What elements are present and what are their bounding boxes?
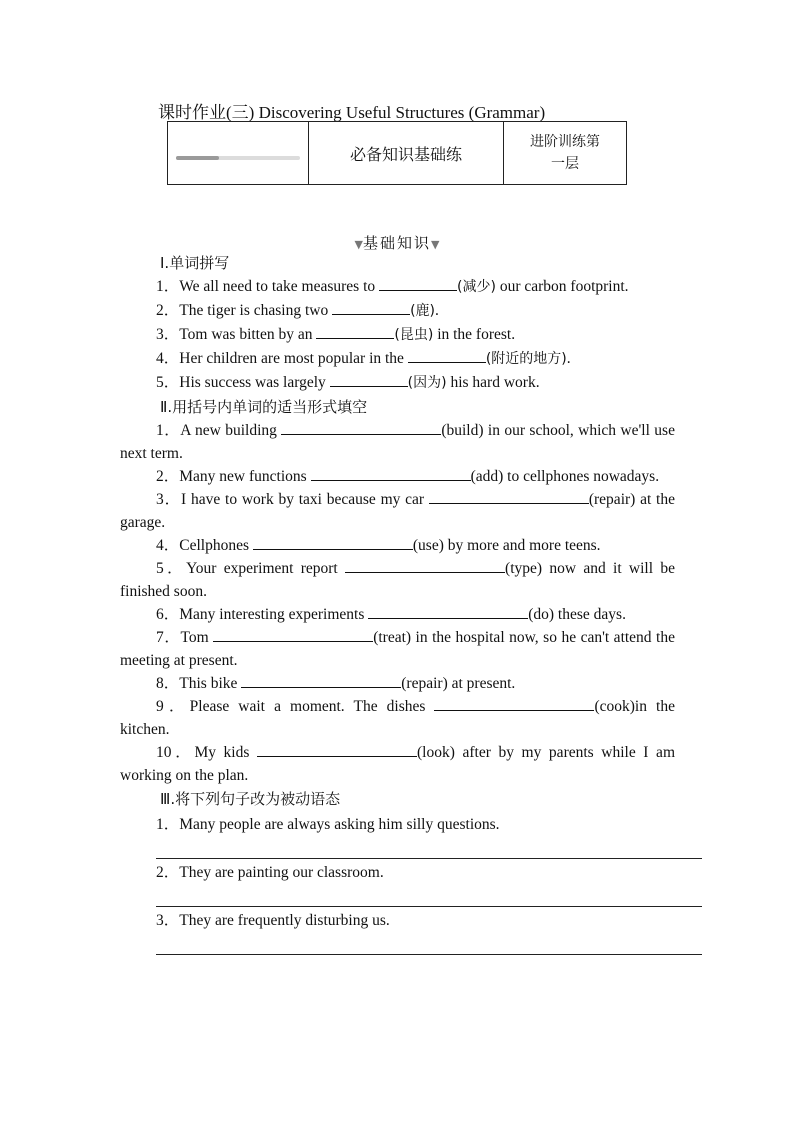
vocab-question (120, 323, 675, 347)
section3-heading: Ⅲ.将下列句子改为被动语态 (160, 790, 341, 808)
fill-question (120, 695, 675, 741)
banner-level (504, 122, 627, 185)
question-text-after: (add) to cellphones nowadays. (470, 468, 660, 485)
banner-level-line1: 进阶训练第 (530, 134, 600, 150)
question-text-before: Many new functions (179, 468, 311, 485)
question-text-before: My kids (194, 744, 257, 761)
answer-blank[interactable] (330, 372, 408, 387)
question-text-after: (use) by more and more teens. (412, 537, 601, 554)
question-text-after: (look) after by my parents while I am working on the plan. (120, 744, 675, 784)
answer-blank[interactable] (332, 300, 410, 315)
section-header (0, 232, 794, 253)
question-text-after: in the forest. (433, 326, 516, 343)
fill-question (120, 419, 675, 465)
question-text-before: Please wait a moment. The dishes (189, 698, 435, 715)
section3-list (120, 813, 675, 955)
section2-list (120, 419, 675, 787)
answer-line[interactable] (156, 932, 702, 955)
question-text-before: A new building (180, 422, 282, 439)
answer-blank[interactable] (281, 420, 441, 435)
fill-question (120, 741, 675, 787)
question-text-after: . (566, 350, 571, 367)
question-text-after: (build) in our school, which we'll use next term. (120, 422, 675, 462)
question-number: 1． (156, 422, 181, 439)
question-number: 4． (156, 350, 180, 367)
question-number: 2． (156, 468, 180, 485)
exercise-content (120, 251, 675, 956)
question-number: 10． (156, 744, 195, 761)
vocab-question (120, 275, 675, 299)
answer-blank[interactable] (253, 535, 413, 550)
question-text-before: This bike (179, 675, 242, 692)
banner-table (167, 121, 627, 185)
question-text-after: (type) now and it will be finished soon. (120, 560, 675, 600)
section1-heading: Ⅰ.单词拼写 (160, 254, 230, 272)
vocab-question (120, 347, 675, 371)
answer-blank[interactable] (257, 742, 417, 757)
vocab-question (120, 299, 675, 323)
rewrite-question (120, 813, 675, 836)
fill-question (120, 603, 675, 626)
fill-question (120, 465, 675, 488)
answer-blank[interactable] (213, 627, 373, 642)
answer-line[interactable] (156, 884, 702, 907)
question-number: 5． (156, 560, 187, 577)
question-text-before: Your experiment report (186, 560, 346, 577)
question-number: 3． (156, 326, 180, 343)
question-text-before: We all need to take measures to (179, 278, 380, 295)
question-number: 5． (156, 374, 180, 391)
hint-text: (减少) (457, 279, 496, 295)
question-number: 9． (156, 698, 190, 715)
answer-blank[interactable] (379, 276, 457, 291)
question-text-before: Tom was bitten by an (179, 326, 317, 343)
question-text-after: (repair) at present. (401, 675, 516, 692)
question-text-after: (do) these days. (528, 606, 626, 623)
fill-question (120, 626, 675, 672)
answer-blank[interactable] (345, 558, 505, 573)
rewrite-question (120, 909, 675, 932)
question-number: 7． (156, 629, 181, 646)
triangle-left-icon: ▼ (354, 238, 363, 251)
banner-level-line2: 一层 (551, 156, 579, 172)
question-number: 3． (156, 491, 182, 508)
progress-cell (168, 122, 309, 185)
progress-bar (176, 156, 300, 160)
answer-blank[interactable] (368, 604, 528, 619)
section-header-text: 基础知识 (362, 234, 431, 252)
question-text: They are frequently disturbing us. (179, 912, 390, 929)
question-number: 2． (156, 864, 180, 881)
rewrite-question (120, 861, 675, 884)
answer-line[interactable] (156, 836, 702, 859)
hint-text: (附近的地方) (485, 351, 567, 367)
question-text-after: his hard work. (446, 374, 540, 391)
section1-list (120, 275, 675, 395)
question-text-after: (cook)in the kitchen. (120, 698, 675, 738)
section2-heading: Ⅱ.用括号内单词的适当形式填空 (160, 398, 368, 416)
hint-text: (昆虫) (394, 327, 434, 343)
fill-question (120, 488, 675, 534)
question-text-before: Cellphones (179, 537, 253, 554)
question-number: 1． (156, 278, 180, 295)
answer-blank[interactable] (316, 324, 394, 339)
answer-blank[interactable] (241, 673, 401, 688)
answer-blank[interactable] (311, 466, 471, 481)
question-text-before: Tom (180, 629, 214, 646)
hint-text: (因为) (407, 375, 447, 391)
question-number: 6． (156, 606, 180, 623)
question-text-after: our carbon footprint. (495, 278, 629, 295)
question-text-before: I have to work by taxi because my car (181, 491, 429, 508)
question-text-before: Her children are most popular in the (179, 350, 408, 367)
answer-blank[interactable] (434, 696, 594, 711)
fill-question (120, 557, 675, 603)
question-text-after: . (435, 302, 439, 319)
question-number: 8． (156, 675, 180, 692)
fill-question (120, 534, 675, 557)
question-text-before: His success was largely (179, 374, 330, 391)
question-number: 1． (156, 816, 180, 833)
question-text-before: The tiger is chasing two (179, 302, 333, 319)
fill-question (120, 672, 675, 695)
answer-blank[interactable] (429, 489, 589, 504)
question-text-after: (repair) at the garage. (120, 491, 675, 531)
question-number: 2． (156, 302, 180, 319)
question-text: They are painting our classroom. (179, 864, 384, 881)
banner-title: 必备知识基础练 (309, 122, 504, 185)
question-text: Many people are always asking him silly questions. (179, 816, 500, 833)
question-text-before: Many interesting experiments (179, 606, 369, 623)
vocab-question (120, 371, 675, 395)
progress-bar-fill (176, 156, 219, 160)
triangle-right-icon: ▼ (431, 238, 440, 251)
question-number: 3． (156, 912, 180, 929)
page-title: 课时作业(三) Discovering Useful Structures (Grammar) (158, 103, 546, 122)
question-number: 4． (156, 537, 180, 554)
answer-blank[interactable] (408, 348, 486, 363)
question-text-after: (treat) in the hospital now, so he can't attend the meeting at present. (120, 629, 675, 669)
hint-text: (鹿) (410, 303, 436, 319)
